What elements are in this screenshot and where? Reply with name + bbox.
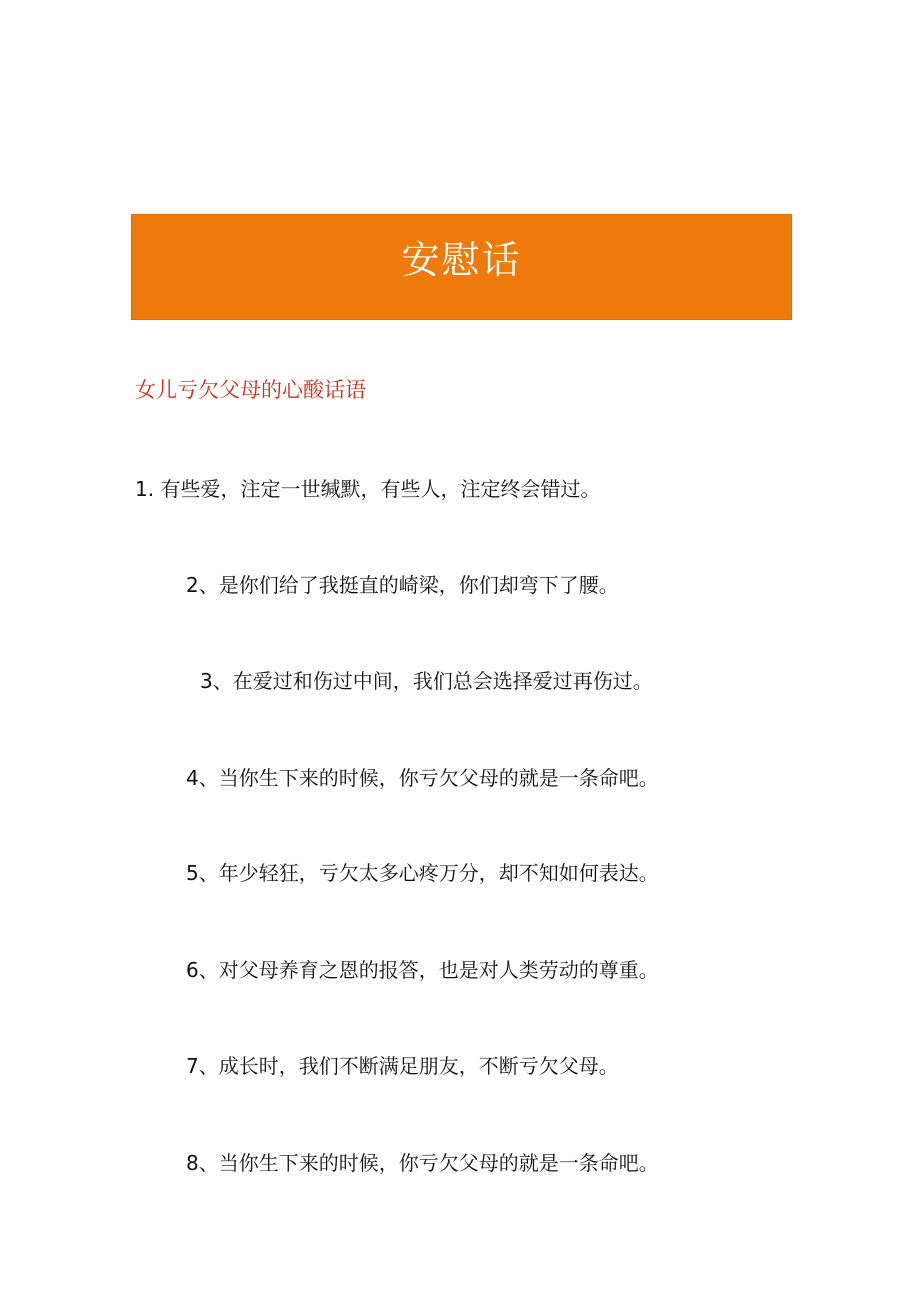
quote-line-8: 8、当你生下来的时候，你亏欠父母的就是一条命吧。 <box>186 1151 659 1175</box>
quote-line-2: 2、是你们给了我挺直的崎梁，你们却弯下了腰。 <box>186 573 619 597</box>
page-title: 安慰话 <box>401 238 522 282</box>
title-banner <box>131 214 792 320</box>
quote-line-7: 7、成长时，我们不断满足朋友，不断亏欠父母。 <box>186 1054 619 1078</box>
quote-line-6: 6、对父母养育之恩的报答，也是对人类劳动的尊重。 <box>186 958 659 982</box>
section-subtitle: 女儿亏欠父母的心酸话语 <box>135 378 366 402</box>
quote-line-1: 1. 有些爱，注定一世缄默，有些人，注定终会错过。 <box>135 477 601 501</box>
quote-line-4: 4、当你生下来的时候，你亏欠父母的就是一条命吧。 <box>186 766 659 790</box>
quote-line-5: 5、年少轻狂，亏欠太多心疼万分，却不知如何表达。 <box>186 861 659 885</box>
quote-line-3: 3、在爱过和伤过中间，我们总会选择爱过再伤过。 <box>200 669 653 693</box>
